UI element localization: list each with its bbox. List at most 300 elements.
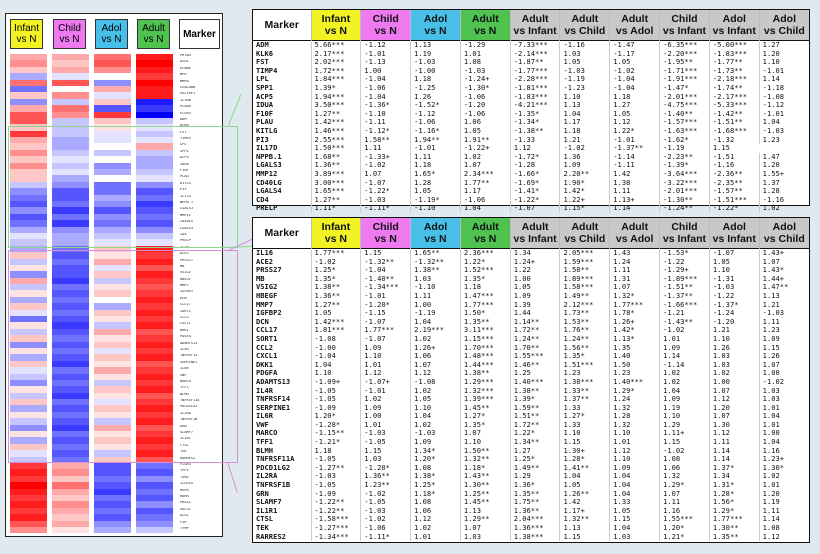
- fold-change-cell: 1.25: [510, 369, 560, 378]
- fold-change-cell: 1.77***: [610, 301, 660, 310]
- table-row: [253, 481, 809, 490]
- marker-name: SLAMF7: [256, 498, 282, 507]
- heatmap-marker-label: CTSL: [180, 443, 189, 447]
- heatmap-marker-label: CD40LG: [180, 220, 193, 224]
- marker-name: NPPB.1: [256, 152, 282, 161]
- heatmap-marker-label: F2R: [180, 520, 187, 524]
- zoom-line-green-top: [228, 94, 242, 125]
- fold-change-cell: 1.00: [759, 369, 809, 378]
- fold-change-cell: 1.09: [759, 335, 809, 344]
- column-header-child-vs-n: Child vs N: [361, 10, 411, 41]
- heatmap-marker-label: TEK: [180, 450, 187, 454]
- fold-change-cell: -5.00***: [709, 41, 759, 50]
- table-header-row: [253, 218, 809, 249]
- fold-change-cell: 1.06: [411, 507, 461, 516]
- table-row: [253, 41, 809, 50]
- fold-change-cell: -1.08: [411, 378, 461, 387]
- fold-change-cell: 1.72**: [510, 326, 560, 335]
- heatmap-marker-label: ADAMTS13: [180, 341, 198, 345]
- fold-change-cell: 1.08: [759, 524, 809, 533]
- fold-change-cell: 1.32: [610, 421, 660, 430]
- fold-change-cell: 1.05: [560, 58, 610, 67]
- fold-change-cell: 1.10: [411, 404, 461, 413]
- fold-change-cell: 1.05: [510, 283, 560, 292]
- fold-change-cell: 1.02: [759, 472, 809, 481]
- heatmap-column-child: [52, 54, 89, 533]
- fold-change-cell: 1.02: [660, 369, 710, 378]
- fold-change-cell: 1.29***: [460, 378, 510, 387]
- fold-change-cell: -1.03: [411, 429, 461, 438]
- heatmap-marker-label: SOCS1: [180, 507, 191, 511]
- fold-change-cell: 1.02: [709, 369, 759, 378]
- fold-change-cell: -1.29+: [660, 266, 710, 275]
- heatmap-marker-list: [180, 54, 222, 533]
- fold-change-cell: 1.20: [709, 404, 759, 413]
- fold-change-cell: -1.66*: [510, 170, 560, 179]
- fold-change-cell: -1.42**: [709, 110, 759, 119]
- table-row: [253, 429, 809, 438]
- heatmap-marker-label: PI3: [180, 188, 187, 192]
- fold-change-cell: -1.10: [361, 110, 411, 119]
- fold-change-cell: 1.22*: [610, 127, 660, 136]
- fold-change-cell: 1.20*: [311, 412, 361, 421]
- fold-change-cell: 1.36: [560, 153, 610, 162]
- heatmap-marker-label: TPP1: [180, 469, 189, 473]
- fold-change-cell: -2.28***: [510, 75, 560, 84]
- column-header-child-vs-infant: Child vs Infant: [660, 10, 710, 41]
- heatmap-marker-label: BLMH: [180, 392, 189, 396]
- marker-name: IGFBP2: [256, 309, 282, 318]
- fold-change-cell: 1.47: [759, 153, 809, 162]
- fold-change-cell: 1.06: [460, 118, 510, 127]
- fold-change-cell: 1.35*: [460, 421, 510, 430]
- fold-change-cell: -1.34***: [361, 283, 411, 292]
- heatmap-marker-label: TFF1: [180, 386, 189, 390]
- table-row: [253, 118, 809, 127]
- fold-change-cell: 1.01: [361, 361, 411, 370]
- marker-name: IL6R: [256, 412, 274, 421]
- fold-change-cell: 1.42*: [560, 187, 610, 196]
- fold-change-cell: -3.64***: [660, 170, 710, 179]
- fold-change-cell: -1.12: [411, 110, 461, 119]
- column-header-child-vs-infant: Child vs Infant: [660, 218, 710, 249]
- fold-change-cell: 1.38**: [311, 283, 361, 292]
- fold-change-cell: -1.22*: [709, 204, 759, 213]
- fold-change-cell: 1.38***: [510, 533, 560, 542]
- fold-change-cell: -1.95**: [660, 58, 710, 67]
- fold-change-cell: 1.03: [460, 533, 510, 542]
- table-row: [253, 93, 809, 102]
- marker-name: CD40LG: [256, 178, 282, 187]
- fold-change-cell: 1.40***: [610, 378, 660, 387]
- fold-change-cell: 1.58**: [361, 136, 411, 145]
- fold-change-cell: 1.43+: [759, 249, 809, 258]
- fold-change-cell: 1.47***: [460, 292, 510, 301]
- fold-change-cell: -1.04: [610, 75, 660, 84]
- marker-name: ACE2: [256, 257, 274, 266]
- fold-change-cell: 1.11: [610, 266, 660, 275]
- fold-change-cell: -2.17***: [709, 93, 759, 102]
- fold-change-cell: -1.07: [361, 179, 411, 188]
- heatmap-marker-label: HEPH: [180, 488, 189, 492]
- heatmap-column-infant: [10, 54, 47, 533]
- fold-change-cell: 1.21: [759, 301, 809, 310]
- heatmap-marker-label: PDCD1LG2: [180, 405, 198, 409]
- marker-name: MARCO: [256, 429, 278, 438]
- fold-change-cell: 1.44+: [759, 275, 809, 284]
- fold-change-cell: -1.47: [610, 41, 660, 50]
- fold-change-cell: -1.05: [361, 498, 411, 507]
- fold-change-cell: 1.28*: [560, 455, 610, 464]
- fold-change-cell: 1.45**: [460, 498, 510, 507]
- fold-change-cell: 1.09: [660, 395, 710, 404]
- fold-change-cell: -1.06: [361, 524, 411, 533]
- fold-change-cell: 1.12: [411, 515, 461, 524]
- fold-change-cell: 1.01: [759, 404, 809, 413]
- heatmap-header-adol: [95, 19, 128, 49]
- fold-change-cell: 1.38*: [411, 472, 461, 481]
- fold-change-cell: 1.76**: [560, 326, 610, 335]
- fold-change-cell: -1.03: [361, 429, 411, 438]
- fold-change-cell: 1.07: [411, 361, 461, 370]
- fold-change-cell: 1.33: [610, 498, 660, 507]
- fold-change-cell: -1.02: [560, 144, 610, 153]
- fold-change-cell: 1.27**: [311, 301, 361, 310]
- marker-name: MMP12: [256, 169, 278, 178]
- fold-change-cell: 1.32**: [460, 455, 510, 464]
- marker-name: BLMH: [256, 446, 274, 455]
- table-row: [253, 161, 809, 170]
- fold-change-cell: -1.16: [709, 161, 759, 170]
- fold-change-cell: 1.23: [560, 369, 610, 378]
- marker-name: ACP5: [256, 92, 274, 101]
- column-header-adol-vs-child: Adol vs Child: [759, 218, 809, 249]
- table-row: [253, 318, 809, 327]
- fold-change-cell: 1.23**: [361, 481, 411, 490]
- fold-change-cell: 1.55+: [759, 170, 809, 179]
- fold-change-cell: 1.20*: [660, 524, 710, 533]
- fold-change-cell: -1.22+: [460, 144, 510, 153]
- fold-change-cell: 1.28: [411, 179, 461, 188]
- fold-change-cell: -1.02: [759, 378, 809, 387]
- fold-change-cell: 1.59**: [510, 404, 560, 413]
- fold-change-cell: 1.50**: [460, 447, 510, 456]
- heatmap-marker-label: ACP5: [180, 156, 189, 160]
- fold-change-cell: 1.25*: [411, 481, 461, 490]
- fold-change-cell: -2.14***: [510, 50, 560, 59]
- fold-change-cell: 1.25*: [311, 266, 361, 275]
- fold-change-cell: 1.25*: [510, 455, 560, 464]
- fold-change-cell: 1.22*: [510, 429, 560, 438]
- fold-change-cell: -1.57**: [709, 187, 759, 196]
- fold-change-cell: 1.35*: [460, 275, 510, 284]
- marker-name: TFF1: [256, 438, 274, 447]
- fold-change-cell: 1.81***: [311, 326, 361, 335]
- fold-change-cell: 2.04***: [510, 515, 560, 524]
- heatmap-marker-label: GLO1: [180, 514, 189, 518]
- fold-change-cell: 1.04: [610, 472, 660, 481]
- fold-change-cell: 1.32: [660, 472, 710, 481]
- fold-change-cell: 1.37*: [709, 464, 759, 473]
- heatmap-cell: [52, 527, 89, 533]
- fold-change-cell: 1.04: [610, 524, 660, 533]
- fold-change-cell: -1.03: [560, 67, 610, 76]
- fold-change-cell: 1.11: [610, 187, 660, 196]
- fold-change-cell: 1.65**: [411, 249, 461, 258]
- heatmap-marker-label: NPPB.1: [180, 200, 193, 204]
- fold-change-cell: 1.49**: [560, 292, 610, 301]
- fold-change-cell: -1.20*: [361, 464, 411, 473]
- fold-change-cell: 1.04: [460, 204, 510, 213]
- fold-change-cell: 1.77**: [460, 179, 510, 188]
- fold-change-cell: 1.10: [610, 455, 660, 464]
- heatmap-marker-label: PDGFA: [180, 335, 191, 339]
- fold-change-cell: 1.03: [709, 352, 759, 361]
- fold-change-cell: 1.11+: [660, 429, 710, 438]
- table-row: [253, 412, 809, 421]
- fold-change-cell: 1.38: [610, 179, 660, 188]
- heatmap-marker-label: IL1R1: [180, 437, 191, 441]
- fold-change-cell: -1.28: [510, 161, 560, 170]
- fold-change-cell: 1.11: [759, 507, 809, 516]
- fold-change-cell: 1.15: [560, 533, 610, 542]
- fold-change-cell: 1.15***: [460, 335, 510, 344]
- fold-change-cell: 1.01: [759, 421, 809, 430]
- fold-change-cell: 1.32: [610, 404, 660, 413]
- table-row: [253, 438, 809, 447]
- fold-change-cell: 1.29*: [610, 387, 660, 396]
- marker-name: CCL17: [256, 326, 278, 335]
- table-row: [253, 258, 809, 267]
- fold-change-cell: -1.22**: [311, 498, 361, 507]
- fold-change-cell: -1.35*: [510, 110, 560, 119]
- fold-change-cell: 1.13: [460, 507, 510, 516]
- fold-change-cell: 1.03: [560, 50, 610, 59]
- fold-change-cell: 1.51***: [560, 361, 610, 370]
- fold-change-cell: -1.15**: [311, 429, 361, 438]
- fold-change-cell: 1.07: [460, 524, 510, 533]
- fold-change-cell: -1.02: [311, 258, 361, 267]
- fold-change-cell: 1.12: [361, 369, 411, 378]
- fold-change-cell: 1.44***: [460, 361, 510, 370]
- table-row: [253, 335, 809, 344]
- fold-change-cell: 1.12: [709, 429, 759, 438]
- fold-change-cell: 1.14: [759, 515, 809, 524]
- fold-change-cell: 1.06: [411, 352, 461, 361]
- marker-name: VWF: [256, 420, 269, 429]
- fold-change-cell: -1.11: [610, 161, 660, 170]
- fold-change-cell: 1.33**: [560, 387, 610, 396]
- fold-change-cell: -1.01: [361, 50, 411, 59]
- marker-name: DCN: [256, 317, 269, 326]
- fold-change-cell: 2.17***: [311, 50, 361, 59]
- marker-name: PDCD1LG2: [256, 463, 291, 472]
- fold-change-cell: 1.12: [610, 118, 660, 127]
- fold-change-cell: 1.02: [460, 153, 510, 162]
- heatmap-column-adult: [136, 54, 173, 533]
- fold-change-cell: 1.14: [709, 455, 759, 464]
- table-row: [253, 204, 809, 213]
- heatmap-marker-label: RARR: [180, 494, 189, 498]
- fold-change-cell: 1.26: [411, 93, 461, 102]
- heatmap-marker-label: MARCO: [180, 379, 191, 383]
- fold-change-cell: 1.07: [759, 258, 809, 267]
- heatmap-marker-label: ICOSLG: [180, 482, 193, 486]
- fold-change-cell: 1.14: [660, 352, 710, 361]
- fold-change-cell: -1.03: [759, 127, 809, 136]
- fold-change-cell: -2.20***: [660, 50, 710, 59]
- marker-name: MB: [256, 274, 265, 283]
- fold-change-cell: 1.70**: [510, 344, 560, 353]
- fold-change-cell: 1.29: [510, 472, 560, 481]
- fold-change-cell: 1.77***: [311, 249, 361, 258]
- fold-change-cell: 1.51**: [510, 412, 560, 421]
- fold-change-cell: 1.07: [460, 429, 510, 438]
- fold-change-cell: 1.10: [560, 93, 610, 102]
- fold-change-cell: 1.36**: [311, 292, 361, 301]
- marker-name: RARRES2: [256, 532, 286, 541]
- fold-change-cell: 1.35**: [510, 490, 560, 499]
- fold-change-cell: 3.00***: [311, 179, 361, 188]
- fold-change-cell: 1.03: [759, 387, 809, 396]
- table-row: [253, 352, 809, 361]
- fold-change-cell: -7.33***: [510, 41, 560, 50]
- fold-change-cell: -1.19: [411, 309, 461, 318]
- fold-change-cell: 1.38**: [510, 387, 560, 396]
- fold-change-cell: -1.01: [411, 144, 461, 153]
- fold-change-cell: 1.42*: [610, 326, 660, 335]
- heatmap-marker-label: F10F: [180, 169, 189, 173]
- fold-change-cell: 1.24+: [510, 258, 560, 267]
- fold-change-cell: 1.04: [759, 438, 809, 447]
- fold-change-cell: 1.43: [610, 249, 660, 258]
- fold-change-cell: -1.24: [709, 309, 759, 318]
- fold-change-cell: 1.77***: [361, 326, 411, 335]
- fold-change-cell: 1.07: [460, 161, 510, 170]
- fold-change-cell: -1.03: [361, 507, 411, 516]
- fold-change-cell: -1.18: [759, 84, 809, 93]
- fold-change-cell: -1.05: [311, 387, 361, 396]
- fold-change-cell: 1.15: [610, 515, 660, 524]
- fold-change-cell: -1.03: [411, 58, 461, 67]
- fold-change-cell: -1.00: [411, 67, 461, 76]
- fold-change-cell: -1.09+: [311, 378, 361, 387]
- fold-change-cell: 1.29**: [460, 515, 510, 524]
- fold-change-cell: -5.33***: [709, 101, 759, 110]
- fold-change-cell: 1.18: [460, 283, 510, 292]
- heatmap-header-label: Child vs N: [58, 23, 81, 45]
- fold-change-cell: -1.24**: [660, 204, 710, 213]
- heatmap-marker-label: PLAU: [180, 175, 189, 179]
- fold-change-cell: 1.14: [709, 447, 759, 456]
- fold-change-cell: 1.15: [660, 438, 710, 447]
- fold-change-cell: -1.43**: [660, 318, 710, 327]
- fold-change-cell: 1.32**: [560, 515, 610, 524]
- fold-change-cell: 5.66***: [311, 41, 361, 50]
- fold-change-cell: -1.73**: [709, 67, 759, 76]
- fold-change-cell: 1.09: [510, 292, 560, 301]
- fold-change-cell: 1.08: [660, 455, 710, 464]
- heatmap-marker-label: IDUA: [180, 162, 189, 166]
- fold-change-cell: -1.22**: [311, 507, 361, 516]
- fold-change-cell: 1.01: [460, 50, 510, 59]
- fold-change-cell: -1.53*: [660, 249, 710, 258]
- fold-change-cell: -1.05: [311, 395, 361, 404]
- fold-change-cell: -1.63***: [660, 127, 710, 136]
- heatmap-marker-label: GRN: [180, 424, 187, 428]
- fold-change-cell: 1.07: [660, 490, 710, 499]
- fold-change-cell: 1.55***: [510, 352, 560, 361]
- fold-change-cell: 1.36**: [361, 472, 411, 481]
- fold-change-cell: 1.68**: [311, 153, 361, 162]
- table-row: [253, 369, 809, 378]
- column-header-adol-vs-infant: Adol vs Infant: [709, 218, 759, 249]
- fold-change-cell: 2.02***: [311, 58, 361, 67]
- fold-change-cell: -1.04: [361, 93, 411, 102]
- heatmap-marker-label: SPP1: [180, 149, 189, 153]
- heatmap-marker-label: TNFRSF11A: [180, 399, 200, 403]
- heatmap-marker-label: IL1RN: [180, 98, 191, 102]
- fold-change-cell: 1.05: [610, 507, 660, 516]
- table-row: [253, 387, 809, 396]
- marker-name: IL4R: [256, 386, 274, 395]
- fold-change-cell: 1.10: [709, 266, 759, 275]
- heatmap-marker-label: IL17D: [180, 194, 191, 198]
- fold-change-cell: 1.03: [411, 275, 461, 284]
- column-header-child-vs-n: Child vs N: [361, 218, 411, 249]
- heatmap-marker-label: AZU1: [180, 60, 189, 64]
- fold-change-cell: 1.05: [610, 58, 660, 67]
- fold-change-cell: -1.40**: [660, 110, 710, 119]
- heatmap-marker-label: LGALS4: [180, 226, 193, 230]
- fold-change-cell: 1.65*: [411, 170, 461, 179]
- heatmap-marker-label: FST: [180, 130, 187, 134]
- fold-change-cell: 1.14: [610, 204, 660, 213]
- fold-change-cell: 1.39: [510, 301, 560, 310]
- heatmap-marker-label: FCGR3: [180, 463, 191, 466]
- table-row: [253, 344, 809, 353]
- fold-change-cell: 3.11***: [460, 326, 510, 335]
- fold-change-cell: 1.42***: [311, 318, 361, 327]
- heatmap-marker-label: CD4: [180, 232, 187, 236]
- fold-change-cell: 1.11: [361, 144, 411, 153]
- fold-change-cell: 1.10: [610, 429, 660, 438]
- heatmap-marker-label: SORT1: [180, 309, 191, 313]
- fold-change-cell: 1.05: [311, 309, 361, 318]
- fold-change-cell: -1.83***: [510, 93, 560, 102]
- fold-change-cell: -4.21***: [510, 101, 560, 110]
- fold-change-cell: 1.24: [610, 258, 660, 267]
- fold-change-cell: 1.56*: [709, 498, 759, 507]
- marker-name: DKK1: [256, 360, 274, 369]
- fold-change-cell: 1.07: [759, 361, 809, 370]
- fold-change-cell: 1.50***: [311, 144, 361, 153]
- fold-change-cell: 2.19***: [411, 326, 461, 335]
- marker-name: SORT1: [256, 334, 278, 343]
- fold-change-cell: 1.58***: [560, 283, 610, 292]
- fold-change-cell: 1.36**: [311, 161, 361, 170]
- heatmap-marker-label: IL4R: [180, 347, 189, 351]
- fold-change-cell: -1.21: [660, 309, 710, 318]
- fold-change-cell: -1.10: [411, 204, 461, 213]
- fold-change-cell: -1.89***: [660, 275, 710, 284]
- heatmap-marker-label: PLAUR: [180, 105, 191, 109]
- table-row: [253, 127, 809, 136]
- column-header-adult-vs-child: Adult vs Child: [560, 10, 610, 41]
- table-row: [253, 179, 809, 188]
- marker-name: HBEGF: [256, 291, 278, 300]
- fold-change-cell: 1.02: [411, 387, 461, 396]
